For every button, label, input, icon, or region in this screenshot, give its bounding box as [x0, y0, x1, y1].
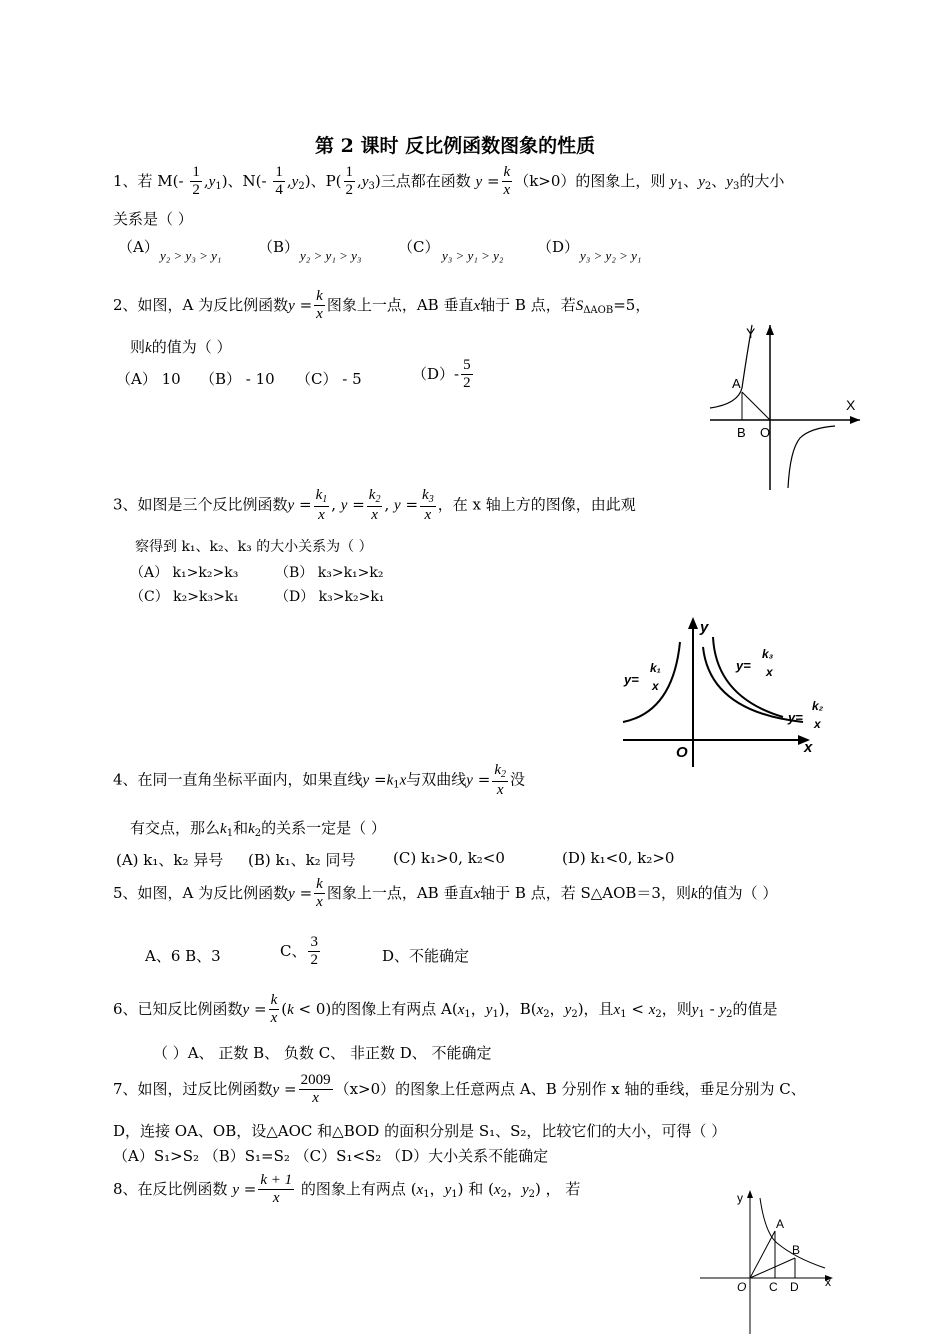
q4-option-c: (C) k₁>0, k₂<0 — [393, 849, 505, 867]
hyperbola — [760, 1198, 825, 1268]
label-k1-num: k₁ — [650, 661, 661, 675]
q2-stem: 2、如图，A 为反比例函数y = $\frac{k}{x}$ 图象上一点，AB 垂直x轴于 B 点，若$S_{\Delta AOB}=5$， — [113, 288, 651, 323]
label-k2-den: x — [814, 717, 821, 731]
origin-label: O — [760, 425, 771, 440]
segment-ob — [750, 1258, 795, 1278]
hyperbola-branch-right — [788, 426, 835, 488]
x-label: x — [825, 1275, 831, 1289]
page-title: 第 2 课时 反比例函数图象的性质 — [315, 135, 596, 157]
q2-line2: 则k的值为（ ） — [130, 338, 232, 356]
q1-stem: 1、若 M(- $\frac{1}{2}$ $,y_1$)、N(- $\frac{1}{4}$ $,y_2$)、P( $\frac{1}{2}$ $,y_3$)三点都在函数 y = $\frac{k}{x}$ （k>0）的图象上，则 $y_1$、$y_2$、$y_3$的大小 — [113, 164, 785, 199]
q8-stem: 8、在反比例函数 y = $\frac{k + 1}{x}$ 的图象上有两点 ($x_1$，$y_1$) 和 ($x_2$，$y_2$) ， 若 — [113, 1172, 581, 1207]
q3-figure — [618, 612, 833, 772]
q8-figure — [695, 1188, 840, 1336]
q2-option-d: （D）- $\frac{5}{2}$ — [412, 357, 471, 392]
q3-option-d: （D） k₃>k₂>k₁ — [275, 589, 385, 605]
q7-line3: （A）S₁>S₂ （B）S₁=S₂ （C）S₁<S₂ （D）大小关系不能确定 — [113, 1147, 549, 1165]
q7-stem: 7、如图，过反比例函数y = $\frac{2009}{x}$ （x>0）的图象上任意两点 A、B 分别作 x 轴的垂线，垂足分别为 C、 — [113, 1072, 806, 1107]
q5-stem: 5、如图，A 为反比例函数y = $\frac{k}{x}$ 图象上一点，AB 垂直x轴于 B 点，若 S△AOB＝3，则k的值为（ ） — [113, 876, 778, 911]
segment-ao — [742, 392, 770, 420]
point-d-label: D — [790, 1280, 799, 1294]
q1-option-d: y₃ > y₂ > y₁ — [580, 248, 642, 263]
point-b-label: B — [792, 1243, 801, 1257]
label-k2: y= — [788, 710, 803, 725]
y-label: y — [700, 619, 709, 636]
q2-option-a: （A） 10 — [116, 370, 181, 388]
point-a-label: A — [732, 376, 741, 391]
q1-option-b-label: （B） — [258, 238, 300, 256]
q4-stem: 4、在同一直角坐标平面内，如果直线$y =k_1x$与双曲线y = $\frac{k_2}{x}$ 没 — [113, 762, 525, 798]
q1-option-a: y₂ > y₃ > y₁ — [160, 248, 222, 263]
point-b-label: B — [737, 425, 746, 440]
q4-line2: 有交点，那么$k_1$和$k_2$的关系一定是（ ） — [130, 819, 386, 839]
point-c-label: C — [769, 1280, 778, 1294]
q5-option-d: D、不能确定 — [382, 947, 470, 965]
q1-option-d-label: （D） — [537, 238, 580, 256]
label-k3-num: k₃ — [762, 647, 774, 661]
y-label: y — [737, 1191, 743, 1205]
q4-option-a: (A) k₁、k₂ 异号 — [116, 851, 224, 869]
x-label: x — [804, 739, 813, 756]
origin-label: O — [676, 744, 688, 761]
label-k1: y= — [624, 672, 639, 687]
q2-option-c: （C） - 5 — [296, 370, 362, 388]
origin-label: O — [737, 1280, 747, 1294]
q3-option-a: （A） k₁>k₂>k₃ — [130, 565, 239, 581]
point-a-label: A — [776, 1217, 785, 1231]
x-label: X — [846, 397, 856, 413]
q7-line2: D，连接 OA、OB，设△AOC 和△BOD 的面积分别是 S₁、S₂，比较它们的大小，可得（ ） — [113, 1122, 727, 1140]
q3-stem: 3、如图是三个反比例函数y = $\frac{k_1}{x}$ , y = $\frac{k_2}{x}$ , y = $\frac{k_3}{x}$ ，在 x 轴上方的图像，由此观 — [113, 487, 636, 523]
q6-line2: （ ）A、 正数 B、 负数 C、 非正数 D、 不能确定 — [153, 1044, 492, 1062]
label-k2-num: k₂ — [812, 699, 824, 713]
q4-option-d: (D) k₁<0, k₂>0 — [562, 849, 675, 867]
q2-option-b: （B） - 10 — [200, 370, 275, 388]
label-k3: y= — [736, 658, 751, 673]
q1-line2: 关系是（ ） — [113, 210, 193, 228]
q4-option-b: (B) k₁、k₂ 同号 — [248, 851, 356, 869]
label-k3-den: x — [766, 665, 773, 679]
q6-stem: 6、已知反比例函数y = $\frac{k}{x}$ (k < 0)的图像上有两点 $A(x_1$，$y_1$)，$B(x_2$，$y_2$)，且$x_1 < x_2$，则$y_1 - y_2$的值是 — [113, 992, 778, 1027]
q5-option-ab: A、6 B、3 — [145, 947, 221, 965]
q1-option-a-label: （A） — [118, 238, 159, 256]
y-label: Y — [746, 325, 756, 341]
q3-line2: 察得到 k₁、k₂、k₃ 的大小关系为（ ） — [135, 539, 373, 555]
label-k1-den: x — [652, 679, 659, 693]
q1-option-c: y₃ > y₁ > y₂ — [442, 248, 504, 263]
q1-option-b: y₂ > y₁ > y₃ — [300, 248, 362, 263]
q1-option-c-label: （C） — [398, 238, 440, 256]
q3-option-c: （C） k₂>k₃>k₁ — [130, 589, 239, 605]
q2-figure — [700, 320, 865, 495]
q5-option-c: C、 $\frac{3}{2}$ — [280, 934, 318, 969]
q3-option-b: （B） k₃>k₁>k₂ — [275, 565, 384, 581]
segment-oa — [750, 1231, 775, 1278]
